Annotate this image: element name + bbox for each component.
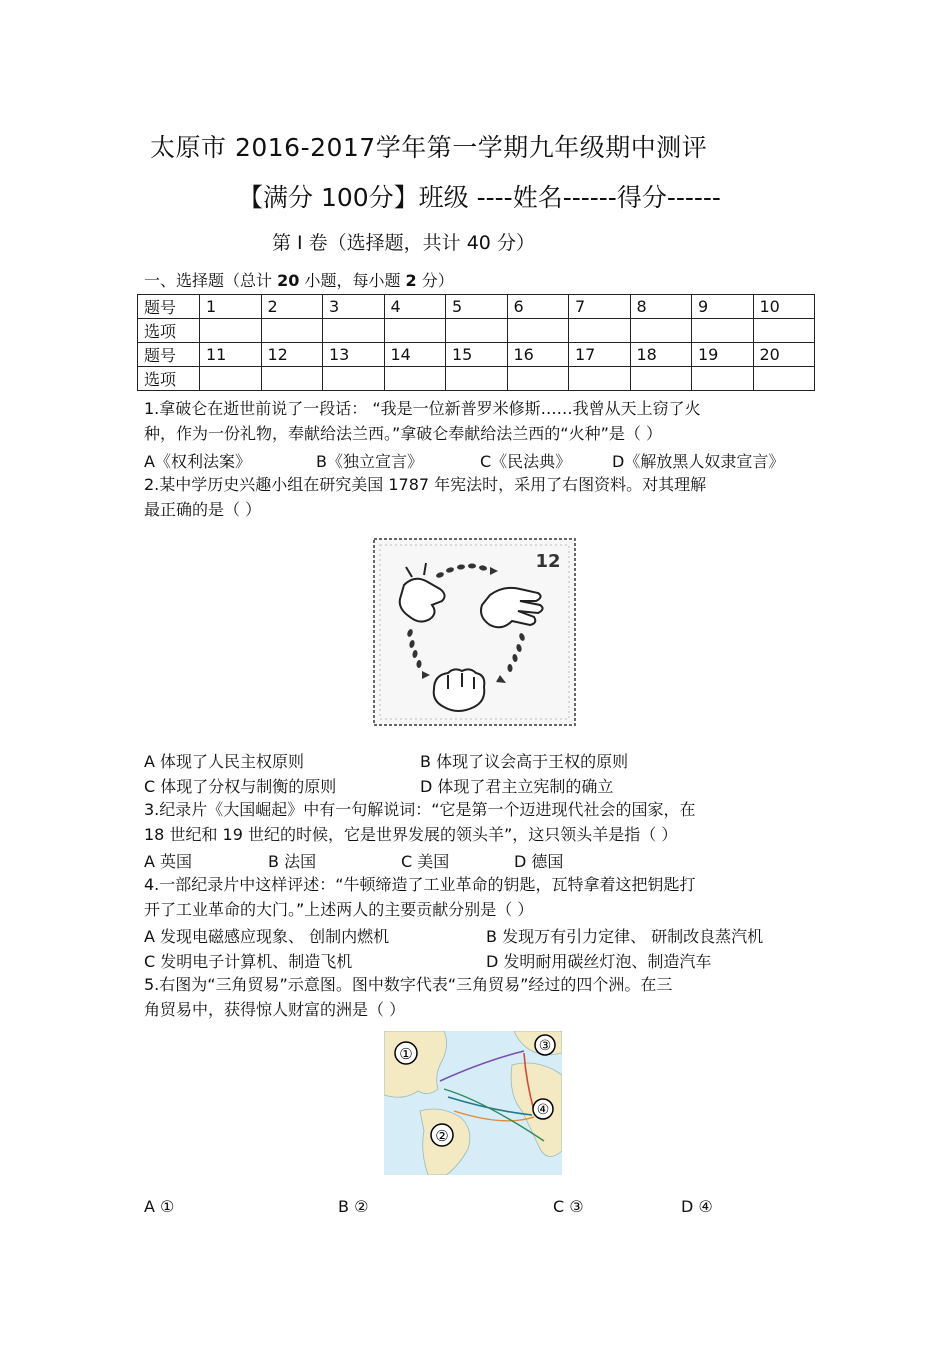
q2-option-c[interactable]: C 体现了分权与制衡的原则 xyxy=(144,777,337,796)
question-number-cell: 6 xyxy=(507,295,569,319)
exam-subtitle: 【满分 100分】班级 ----姓名------得分------ xyxy=(238,183,721,212)
answer-cell[interactable] xyxy=(261,319,323,343)
q5-option-b[interactable]: B ② xyxy=(338,1197,369,1216)
svg-text:④: ④ xyxy=(536,1102,550,1118)
svg-text:①: ① xyxy=(399,1045,413,1063)
triangle-trade-map xyxy=(384,1031,562,1175)
answer-cell[interactable] xyxy=(692,367,754,391)
q3-option-a[interactable]: A 英国 xyxy=(144,852,193,871)
question-number-cell: 14 xyxy=(384,343,446,367)
q2-stem-line2: 最正确的是（ ） xyxy=(144,500,262,519)
q4-option-a[interactable]: A 发现电磁感应现象、 创制内燃机 xyxy=(144,927,390,946)
q1-stem-line1: 1.拿破仑在逝世前说了一段话： “我是一位新普罗米修斯……我曾从天上窃了火 xyxy=(144,399,701,418)
svg-text:③: ③ xyxy=(538,1038,552,1054)
question-number-cell: 8 xyxy=(630,295,692,319)
table-row xyxy=(138,319,815,343)
q3-option-b[interactable]: B 法国 xyxy=(268,852,317,871)
answer-cell[interactable] xyxy=(384,367,446,391)
answer-cell[interactable] xyxy=(569,319,631,343)
answer-cell[interactable] xyxy=(692,319,754,343)
answer-cell[interactable] xyxy=(753,367,815,391)
q2-stem-line1: 2.某中学历史兴趣小组在研究美国 1787 年宪法时，采用了右图资料。对其理解 xyxy=(144,475,707,494)
answer-cell[interactable] xyxy=(261,367,323,391)
instruction-prefix: 一、选择题（总计 xyxy=(144,271,278,290)
map-label-3 xyxy=(535,1035,555,1055)
image-number-label: 12 xyxy=(535,551,561,572)
answer-cell[interactable] xyxy=(507,319,569,343)
exam-title: 太原市 2016-2017学年第一学期九年级期中测评 xyxy=(150,133,708,162)
question-number-cell: 18 xyxy=(630,343,692,367)
answer-cell[interactable] xyxy=(569,367,631,391)
map-label-2 xyxy=(431,1124,453,1146)
q4-stem-line1: 4.一部纪录片中这样评述：“牛顿缔造了工业革命的钥匙，瓦特拿着这把钥匙打 xyxy=(144,875,696,894)
instruction-line xyxy=(144,268,454,291)
answer-cell[interactable] xyxy=(200,319,262,343)
question-number-cell: 10 xyxy=(753,295,815,319)
q1-option-a[interactable]: A《权利法案》 xyxy=(144,452,251,471)
answer-cell[interactable] xyxy=(630,367,692,391)
q5-stem-line2: 角贸易中，获得惊人财富的洲是（ ） xyxy=(144,1000,406,1019)
north-america-land xyxy=(384,1031,447,1097)
q5-option-c[interactable]: C ③ xyxy=(553,1197,584,1216)
question-number-cell: 15 xyxy=(446,343,508,367)
question-number-cell: 4 xyxy=(384,295,446,319)
answer-cell[interactable] xyxy=(446,367,508,391)
question-number-cell: 1 xyxy=(200,295,262,319)
answer-cell[interactable] xyxy=(323,367,385,391)
q2-option-a[interactable]: A 体现了人民主权原则 xyxy=(144,752,305,771)
q3-stem-line1: 3.纪录片《大国崛起》中有一句解说词：“它是第一个迈进现代社会的国家，在 xyxy=(144,800,696,819)
q1-option-b[interactable]: B《独立宣言》 xyxy=(316,452,423,471)
answer-table xyxy=(137,294,815,391)
answer-cell[interactable] xyxy=(753,319,815,343)
question-number-cell: 2 xyxy=(261,295,323,319)
q1-option-c[interactable]: C《民法典》 xyxy=(480,452,572,471)
question-number-cell: 7 xyxy=(569,295,631,319)
answer-cell[interactable] xyxy=(323,319,385,343)
instruction-suffix: 分） xyxy=(416,271,454,290)
q1-stem-line2: 种，作为一份礼物，奉献给法兰西。”拿破仑奉献给法兰西的“火种”是（ ） xyxy=(144,424,662,443)
question-number-cell: 9 xyxy=(692,295,754,319)
q5-stem-line1: 5.右图为“三角贸易”示意图。图中数字代表“三角贸易”经过的四个洲。在三 xyxy=(144,975,673,994)
q4-stem-line2: 开了工业革命的大门。”上述两人的主要贡献分别是（ ） xyxy=(144,900,534,919)
section-heading: 第 I 卷（选择题，共计 40 分） xyxy=(272,232,535,254)
instruction-mid: 小题，每小题 xyxy=(299,271,406,290)
question-number-cell: 3 xyxy=(323,295,385,319)
question-number-cell: 20 xyxy=(753,343,815,367)
instruction-points: 2 xyxy=(405,271,417,290)
map-label-1 xyxy=(395,1042,417,1064)
question-number-cell: 17 xyxy=(569,343,631,367)
instruction-count: 20 xyxy=(277,271,300,290)
table-row xyxy=(138,343,815,367)
question-number-cell: 5 xyxy=(446,295,508,319)
table-row xyxy=(138,367,815,391)
q5-option-d[interactable]: D ④ xyxy=(681,1197,713,1216)
q4-option-c[interactable]: C 发明电子计算机、制造飞机 xyxy=(144,952,353,971)
question-number-cell: 12 xyxy=(261,343,323,367)
q5-option-a[interactable]: A ① xyxy=(144,1197,175,1216)
answer-cell[interactable] xyxy=(384,319,446,343)
q3-stem-line2: 18 世纪和 19 世纪的时候，它是世界发展的领头羊”，这只领头羊是指（ ） xyxy=(144,825,678,844)
answer-cell[interactable] xyxy=(446,319,508,343)
map-label-4 xyxy=(533,1099,553,1119)
question-number-cell: 13 xyxy=(323,343,385,367)
row-label-answer: 选项 xyxy=(138,367,200,391)
separation-of-powers-image xyxy=(372,537,577,727)
q1-option-d[interactable]: D《解放黑人奴隶宣言》 xyxy=(612,452,785,471)
row-label-question: 题号 xyxy=(138,343,200,367)
q4-option-b[interactable]: B 发现万有引力定律、 研制改良蒸汽机 xyxy=(486,927,764,946)
q2-option-b[interactable]: B 体现了议会高于王权的原则 xyxy=(420,752,629,771)
q2-option-d[interactable]: D 体现了君主立宪制的确立 xyxy=(420,777,614,796)
q3-option-c[interactable]: C 美国 xyxy=(401,852,450,871)
answer-cell[interactable] xyxy=(630,319,692,343)
q4-option-d[interactable]: D 发明耐用碳丝灯泡、制造汽车 xyxy=(486,952,712,971)
map-svg xyxy=(384,1031,562,1175)
row-label-question: 题号 xyxy=(138,295,200,319)
hand-icon xyxy=(481,588,543,627)
table-row xyxy=(138,295,815,319)
question-number-cell: 11 xyxy=(200,343,262,367)
q3-option-d[interactable]: D 德国 xyxy=(514,852,564,871)
answer-cell[interactable] xyxy=(200,367,262,391)
hand-icon xyxy=(434,669,485,711)
answer-cell[interactable] xyxy=(507,367,569,391)
question-number-cell: 16 xyxy=(507,343,569,367)
question-number-cell: 19 xyxy=(692,343,754,367)
svg-text:②: ② xyxy=(435,1127,449,1145)
hands-diagram xyxy=(372,537,577,727)
row-label-answer: 选项 xyxy=(138,319,200,343)
